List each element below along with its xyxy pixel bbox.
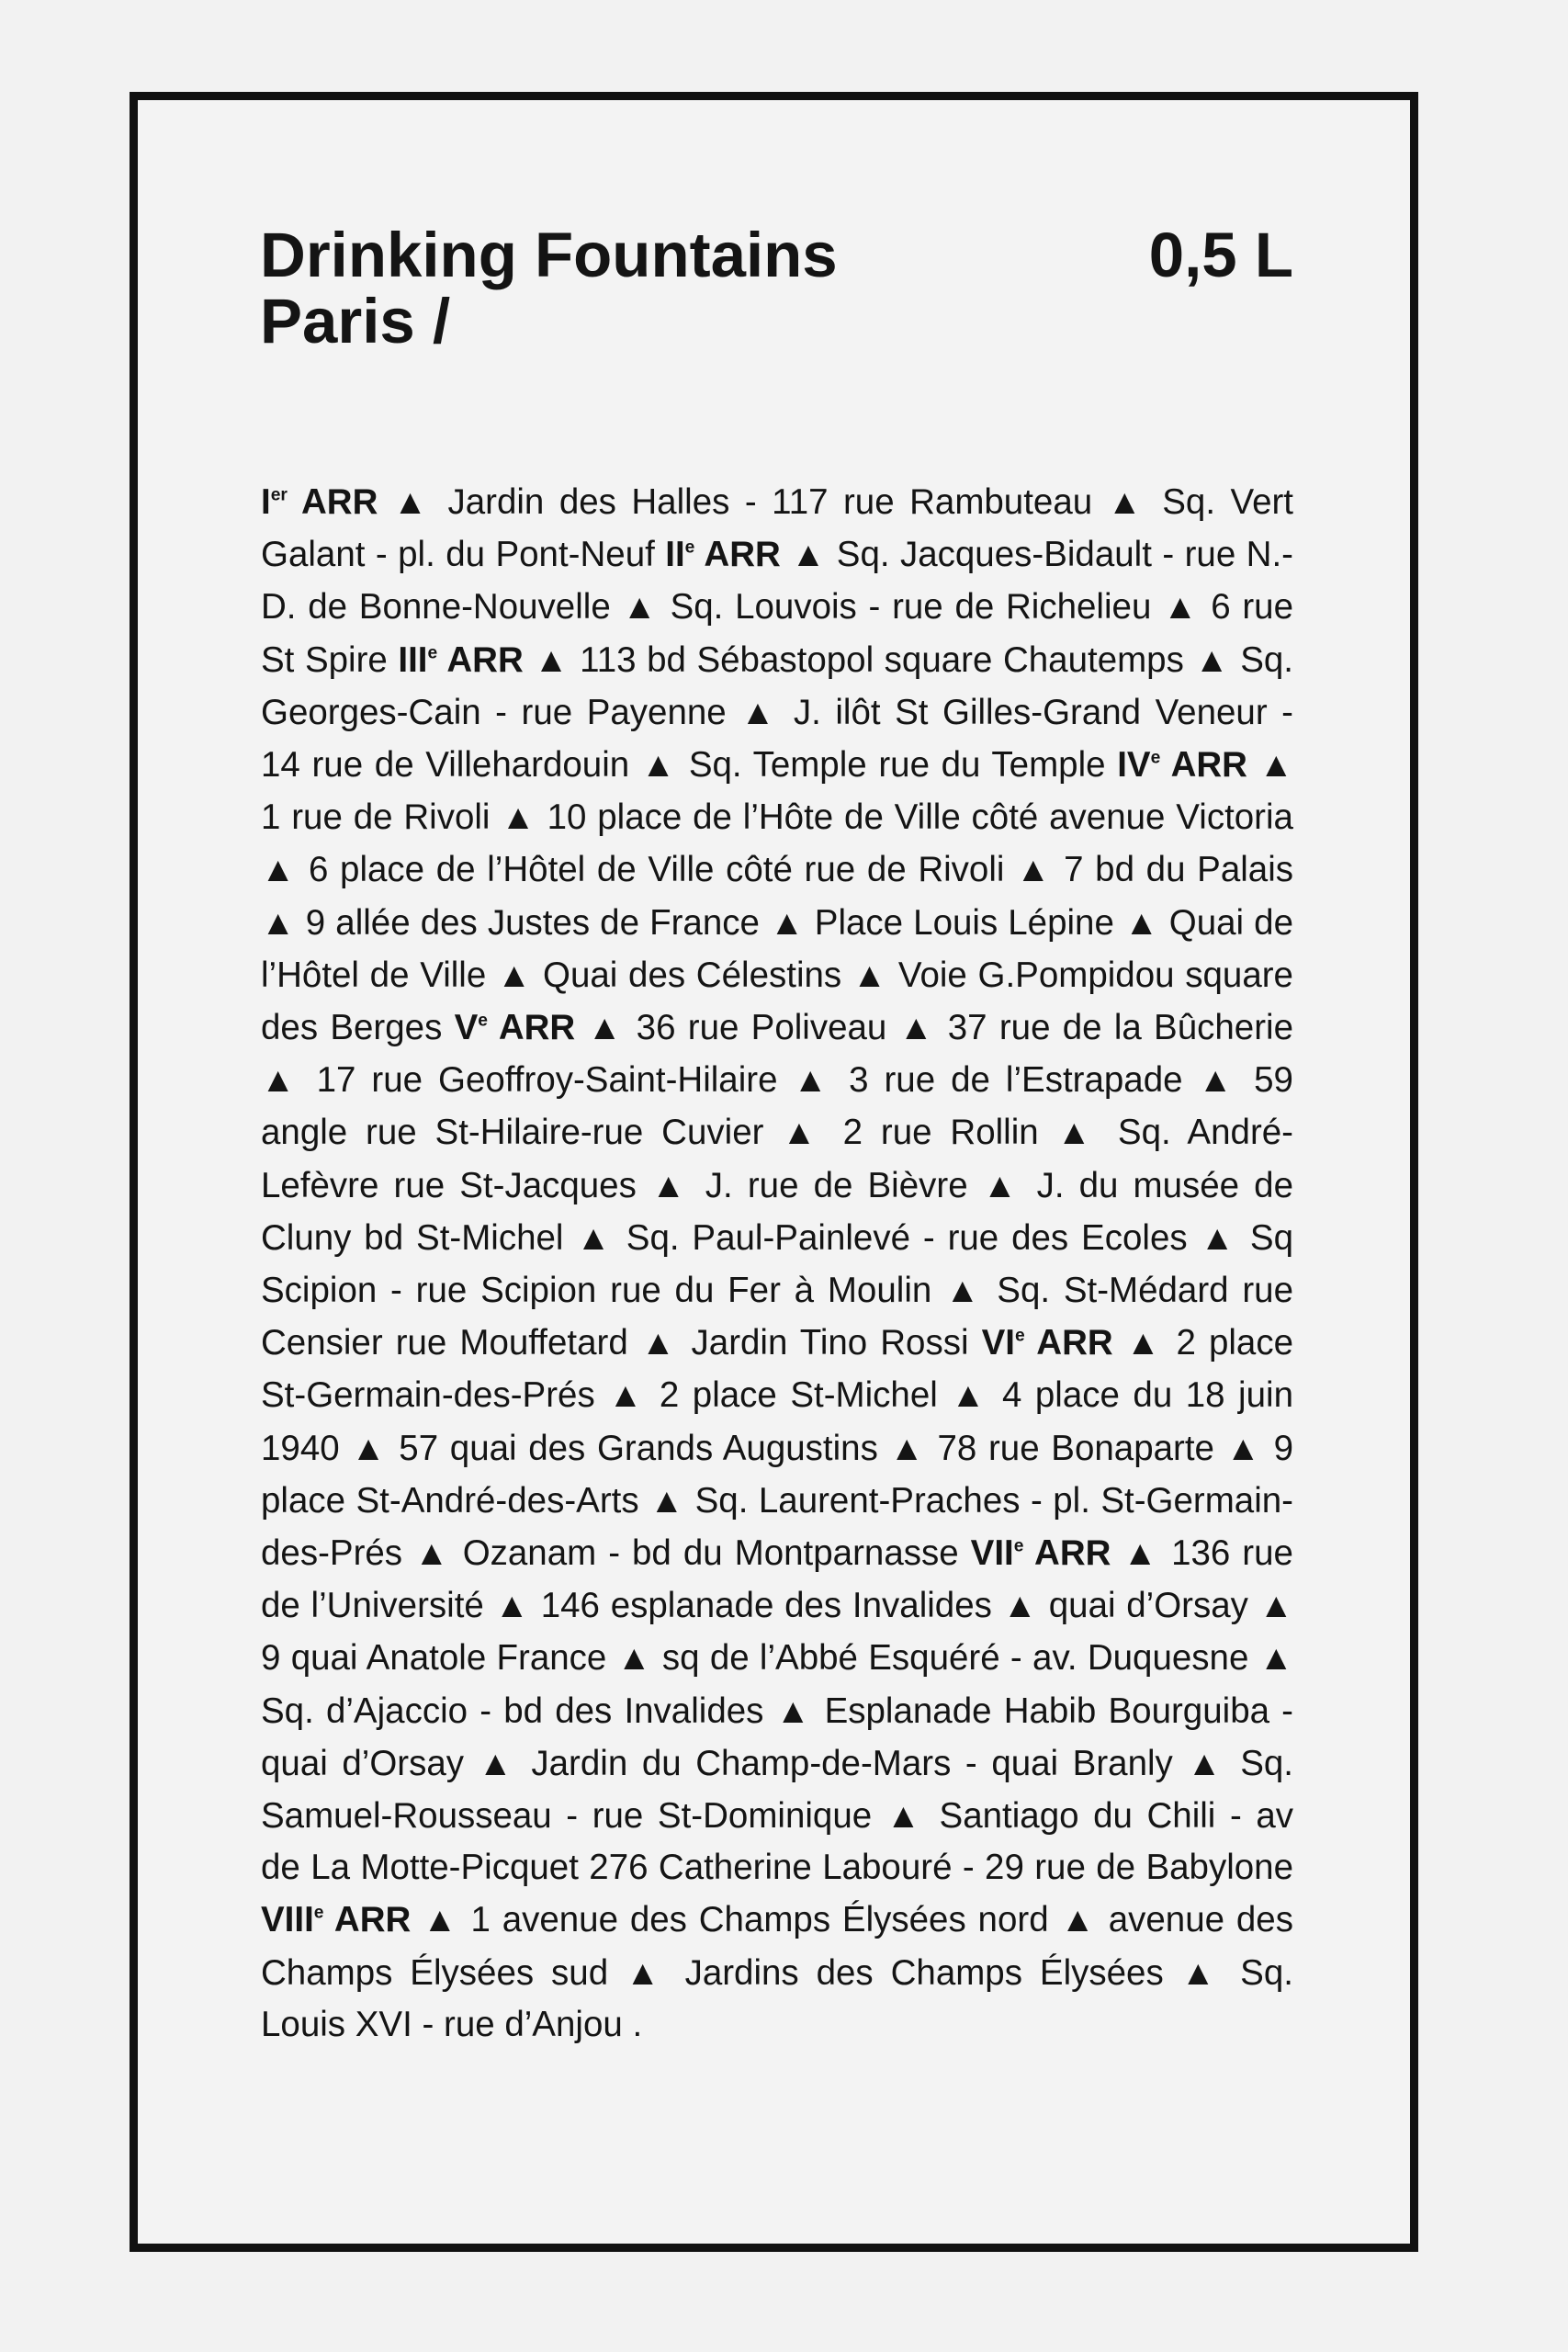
separator-triangle-icon: ▲ [982,1165,1022,1204]
fountain-entry: Ozanam - bd du Montparnasse [462,1533,959,1574]
fountain-entry: Jardins des Champs Élysées [684,1952,1164,1993]
separator-triangle-icon: ▲ [261,850,298,889]
separator-triangle-icon: ▲ [351,1428,388,1467]
district-numeral: II [665,535,685,575]
separator-triangle-icon: ▲ [1258,1586,1294,1625]
separator-triangle-icon: ▲ [1258,745,1293,785]
separator-triangle-icon: ▲ [1258,1638,1293,1678]
separator-triangle-icon: ▲ [1125,1323,1164,1363]
volume-label: 0,5 L [1148,220,1293,290]
separator-triangle-icon: ▲ [945,1271,984,1310]
fountain-entry: Sq. Temple rue du Temple [688,745,1106,786]
fountain-entry: Jardin Tino Rossi [691,1323,969,1363]
district-label: ARR [300,482,378,522]
fountain-entry: 57 quai des Grands Augustins [399,1428,878,1468]
fountain-entry: Sq. Vert Galant - pl. du Pont-Neuf [261,482,1293,575]
separator-triangle-icon: ▲ [1194,639,1230,679]
fountain-entry: 146 esplanade des Invalides [540,1586,992,1626]
district-suffix: e [1013,1536,1024,1556]
separator-triangle-icon: ▲ [951,1375,989,1415]
district-heading [665,535,781,574]
fountain-entry: Sq. Georges-Cain - rue Payenne [261,639,1294,732]
separator-triangle-icon: ▲ [769,902,805,942]
separator-triangle-icon: ▲ [608,1375,647,1415]
separator-triangle-icon: ▲ [1016,850,1053,889]
fountain-entry: 6 rue St Spire [261,587,1293,680]
district-suffix: e [313,1904,324,1924]
district-suffix: e [684,537,695,558]
separator-triangle-icon: ▲ [587,1008,625,1047]
separator-triangle-icon: ▲ [1187,1743,1226,1782]
district-heading [261,482,378,522]
fountain-entry: 2 rue Rollin [842,1113,1039,1153]
district-label: ARR [333,1900,412,1940]
fountain-entry: 1 rue de Rivoli [261,797,491,838]
district-heading [971,1533,1111,1573]
separator-triangle-icon: ▲ [1225,1428,1262,1467]
district-heading [455,1008,576,1047]
fountain-entry: 136 rue de l’Université [261,1533,1293,1626]
district-suffix: er [270,485,288,505]
separator-triangle-icon: ▲ [1163,587,1200,627]
fountain-entry: 78 rue Bonaparte [937,1428,1214,1468]
separator-triangle-icon: ▲ [423,1900,459,1939]
fountain-entry: 2 place St-Germain-des-Prés [261,1323,1293,1416]
poster-title [260,222,1293,355]
district-suffix: e [1014,1326,1025,1346]
fountain-entry: 59 angle rue St-Hilaire-rue Cuvier [261,1060,1293,1153]
fountain-entry: 7 bd du Palais [1064,850,1294,890]
separator-triangle-icon: ▲ [261,902,296,942]
district-numeral: I [261,482,271,522]
district-label: ARR [1036,1323,1113,1363]
fountain-entry: 10 place de l’Hôte de Ville côté avenue Victoria [547,797,1293,838]
separator-triangle-icon: ▲ [649,1480,685,1520]
fountain-entry: J. ilôt St Gilles-Grand Veneur - 14 rue de Villehardouin [261,692,1293,786]
separator-triangle-icon: ▲ [622,587,659,627]
district-heading [982,1323,1113,1363]
fountain-entry: Sq. Louvois - rue de Richelieu [670,587,1152,628]
fountain-entry: J. rue de Bièvre [705,1165,968,1205]
separator-triangle-icon: ▲ [1002,1586,1038,1625]
separator-triangle-icon: ▲ [740,692,780,731]
fountain-entry: Quai des Célestins [543,955,842,995]
fountain-entry: sq de l’Abbé Esquéré - av. Duquesne [661,1638,1249,1679]
fountain-entry: 37 rue de la Bûcherie [947,1008,1293,1048]
title-line-2: Paris / [260,286,451,356]
fountain-entry: Quai de l’Hôtel de Ville [261,902,1293,995]
title-line-1: Drinking Fountains [260,220,838,290]
separator-triangle-icon: ▲ [494,1586,530,1625]
fountain-entry: 9 quai Anatole France [261,1638,607,1679]
fountain-entry: Jardin des Halles - 117 rue Rambuteau [447,482,1093,522]
separator-triangle-icon: ▲ [791,535,827,574]
separator-triangle-icon: ▲ [793,1060,834,1100]
fountain-entry: Santiago du Chili - av de La Motte-Picquet 276 Catherine Labouré - 29 rue de Babylone [261,1796,1293,1888]
fountain-entry: Jardin du Champ-de-Mars - quai Branly [531,1743,1173,1783]
separator-triangle-icon: ▲ [898,1008,936,1047]
separator-triangle-icon: ▲ [1060,1900,1097,1939]
separator-triangle-icon: ▲ [1123,902,1159,942]
separator-triangle-icon: ▲ [640,1323,679,1363]
separator-triangle-icon: ▲ [886,1796,925,1836]
separator-triangle-icon: ▲ [576,1217,614,1257]
fountain-entry: Sq. d’Ajaccio - bd des Invalides [261,1690,764,1731]
district-suffix: e [1150,748,1161,768]
separator-triangle-icon: ▲ [1198,1060,1239,1100]
separator-triangle-icon: ▲ [496,955,533,994]
fountain-entry: 2 place St-Michel [659,1375,938,1416]
separator-triangle-icon: ▲ [392,482,433,521]
district-heading [398,640,523,680]
fountain-listing [261,476,1293,2051]
district-numeral: VII [970,1533,1014,1574]
district-numeral: V [454,1008,479,1048]
fountain-entry: Sq. André-Lefèvre rue St-Jacques [261,1113,1293,1205]
fountain-entry: 9 allée des Justes de France [305,902,760,943]
separator-triangle-icon: ▲ [782,1113,825,1152]
separator-triangle-icon: ▲ [889,1428,926,1467]
fountain-entry: 36 rue Poliveau [636,1008,887,1048]
fountain-entry: 9 place St-André-des-Arts [261,1428,1294,1521]
fountain-entry: 3 rue de l’Estrapade [849,1060,1183,1101]
fountain-entry: Esplanade Habib Bourguiba - quai d’Orsay [261,1690,1294,1783]
separator-triangle-icon: ▲ [1056,1113,1100,1152]
district-numeral: III [398,639,428,680]
fountain-entry: Sq. Laurent-Praches - pl. St-Germain-des-Prés [261,1480,1293,1574]
separator-triangle-icon: ▲ [640,745,678,785]
separator-triangle-icon: ▲ [261,1060,301,1100]
district-label: ARR [1170,745,1247,786]
separator-triangle-icon: ▲ [1180,1952,1224,1992]
district-heading [261,1900,411,1939]
fountain-entry: 6 place de l’Hôtel de Ville côté rue de Rivoli [308,850,1005,890]
separator-triangle-icon: ▲ [534,639,570,679]
separator-triangle-icon: ▲ [501,797,536,837]
separator-triangle-icon: ▲ [414,1533,451,1573]
district-label: ARR [446,639,524,680]
fountain-entry: Place Louis Lépine [814,902,1114,943]
fountain-entry: 4 place du 18 juin 1940 [261,1375,1293,1468]
fountain-entry: J. du musée de Cluny bd St-Michel [261,1165,1294,1258]
separator-triangle-icon: ▲ [616,1638,652,1678]
district-heading [1117,745,1247,785]
separator-triangle-icon: ▲ [650,1165,691,1204]
district-numeral: VIII [261,1900,314,1940]
separator-triangle-icon: ▲ [852,955,888,994]
fountain-entry: quai d’Orsay [1048,1586,1248,1626]
separator-triangle-icon: ▲ [1107,482,1147,521]
fountain-entry: Sq. St-Médard rue Censier rue Mouffetard [261,1271,1293,1363]
separator-triangle-icon: ▲ [1122,1533,1160,1573]
district-label: ARR [498,1008,576,1048]
fountain-entry: Sq. Samuel-Rousseau - rue St-Dominique [261,1743,1293,1837]
district-numeral: IV [1117,745,1151,786]
fountain-entry: Sq. Jacques-Bidault - rue N.-D. de Bonne-Nouvelle [261,535,1293,628]
fountain-entry: 113 bd Sébastopol square Chautemps [580,639,1184,680]
separator-triangle-icon: ▲ [775,1690,813,1730]
fountain-entry: 17 rue Geoffroy-Saint-Hilaire [316,1060,778,1101]
header [260,222,1293,355]
district-suffix: e [427,643,438,663]
district-label: ARR [704,535,781,575]
fountain-entry: 1 avenue des Champs Élysées nord [470,1900,1049,1940]
district-numeral: VI [981,1323,1015,1363]
fountain-entry: Sq Scipion - rue Scipion rue du Fer à Moulin [261,1217,1293,1311]
fountain-entry: Voie G.Pompidou square des Berges [261,955,1293,1048]
separator-triangle-icon: ▲ [626,1952,668,1992]
district-label: ARR [1034,1533,1111,1574]
separator-triangle-icon: ▲ [1200,1217,1238,1257]
fountain-entry: avenue des Champs Élysées sud [261,1900,1293,1993]
fountain-entry: Sq. Paul-Painlevé - rue des Ecoles [626,1217,1188,1258]
separator-triangle-icon: ▲ [478,1743,517,1782]
fountain-entry: Sq. Louis XVI - rue d’Anjou . [261,1952,1293,2044]
district-suffix: e [478,1011,488,1031]
